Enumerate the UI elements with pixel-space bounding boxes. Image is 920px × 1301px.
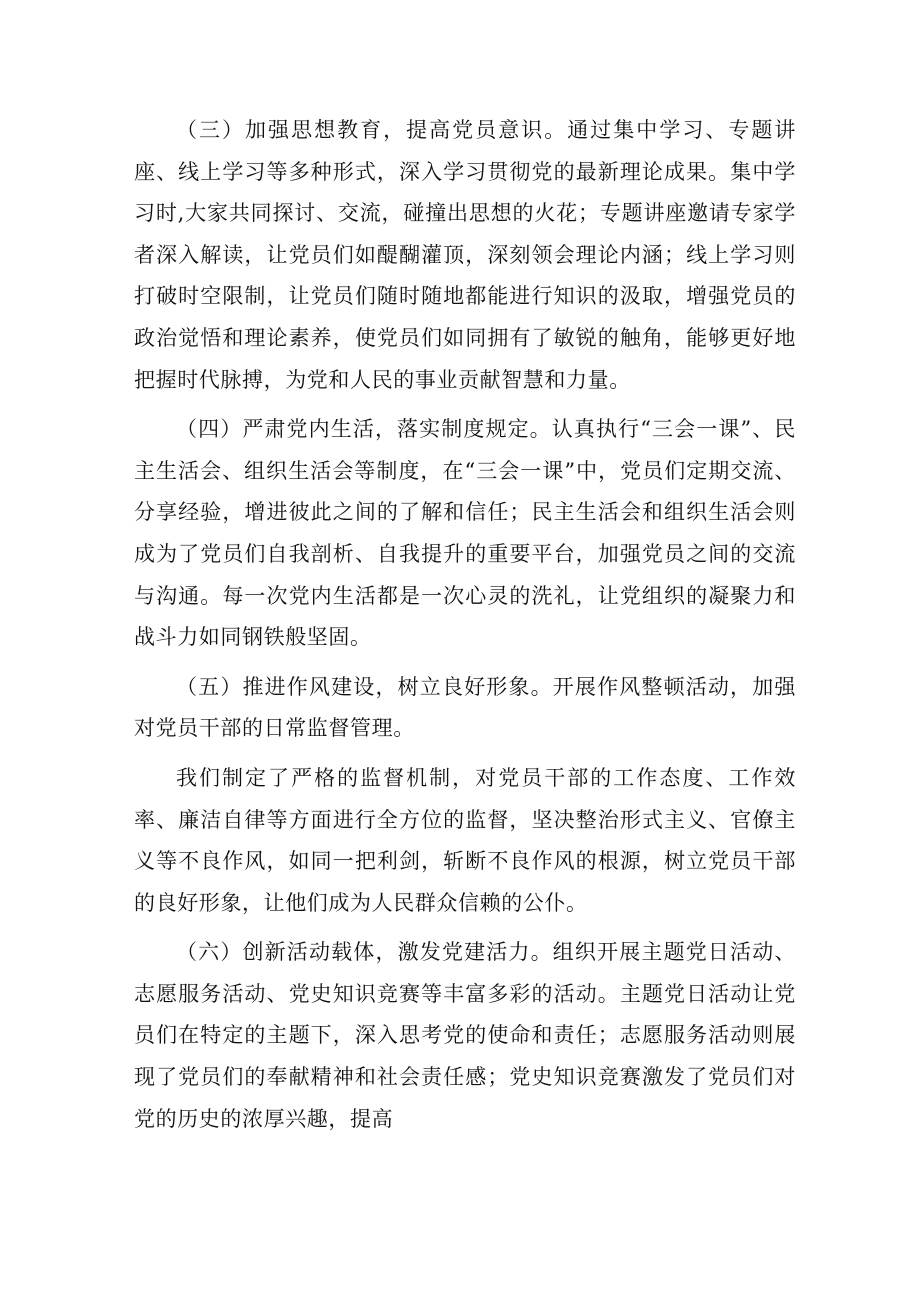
- paragraph-6-activity-innovation: （六）创新活动载体，激发党建活力。组织开展主题党日活动、志愿服务活动、党史知识竞赛等丰富多彩的活动。主题党日活动让党员们在特定的主题下，深入思考党的使命和责任；志愿服务活动则展现了党员们的奉献精神和社会责任感；党史知识竞赛激发了党员们对党的历史的浓厚兴趣，提高: [134, 940, 796, 1131]
- document-body: [134, 110, 796, 1140]
- paragraph-5-work-style: （五）推进作风建设，树立良好形象。开展作风整顿活动，加强对党员干部的日常监督管理。: [134, 674, 796, 741]
- paragraph-4-party-life: （四）严肃党内生活，落实制度规定。认真执行“三会一课”、民主生活会、组织生活会等制度，在“三会一课”中，党员们定期交流、分享经验，增进彼此之间的了解和信任；民主生活会和组织生活会则成为了党员们自我剖析、自我提升的重要平台，加强党员之间的交流与沟通。每一次党内生活都是一次心灵的洗礼，让党组织的凝聚力和战斗力如同钢铁般坚固。: [134, 417, 796, 650]
- paragraph-3-ideological-education: （三）加强思想教育，提高党员意识。通过集中学习、专题讲座、线上学习等多种形式，深入学习贯彻党的最新理论成果。集中学习时,大家共同探讨、交流，碰撞出思想的火花；专题讲座邀请专家学者深入解读，让党员们如醍醐灌顶，深刻领会理论内涵；线上学习则打破时空限制，让党员们随时随地都能进行知识的汲取，增强党员的政治觉悟和理论素养，使党员们如同拥有了敏锐的触角，能够更好地把握时代脉搏，为党和人民的事业贡献智慧和力量。: [134, 118, 796, 392]
- paragraph-supervision-mechanism: 我们制定了严格的监督机制，对党员干部的工作态度、工作效率、廉洁自律等方面进行全方位的监督，坚决整治形式主义、官僚主义等不良作风，如同一把利剑，斩断不良作风的根源，树立党员干部的良好形象，让他们成为人民群众信赖的公仆。: [134, 765, 796, 915]
